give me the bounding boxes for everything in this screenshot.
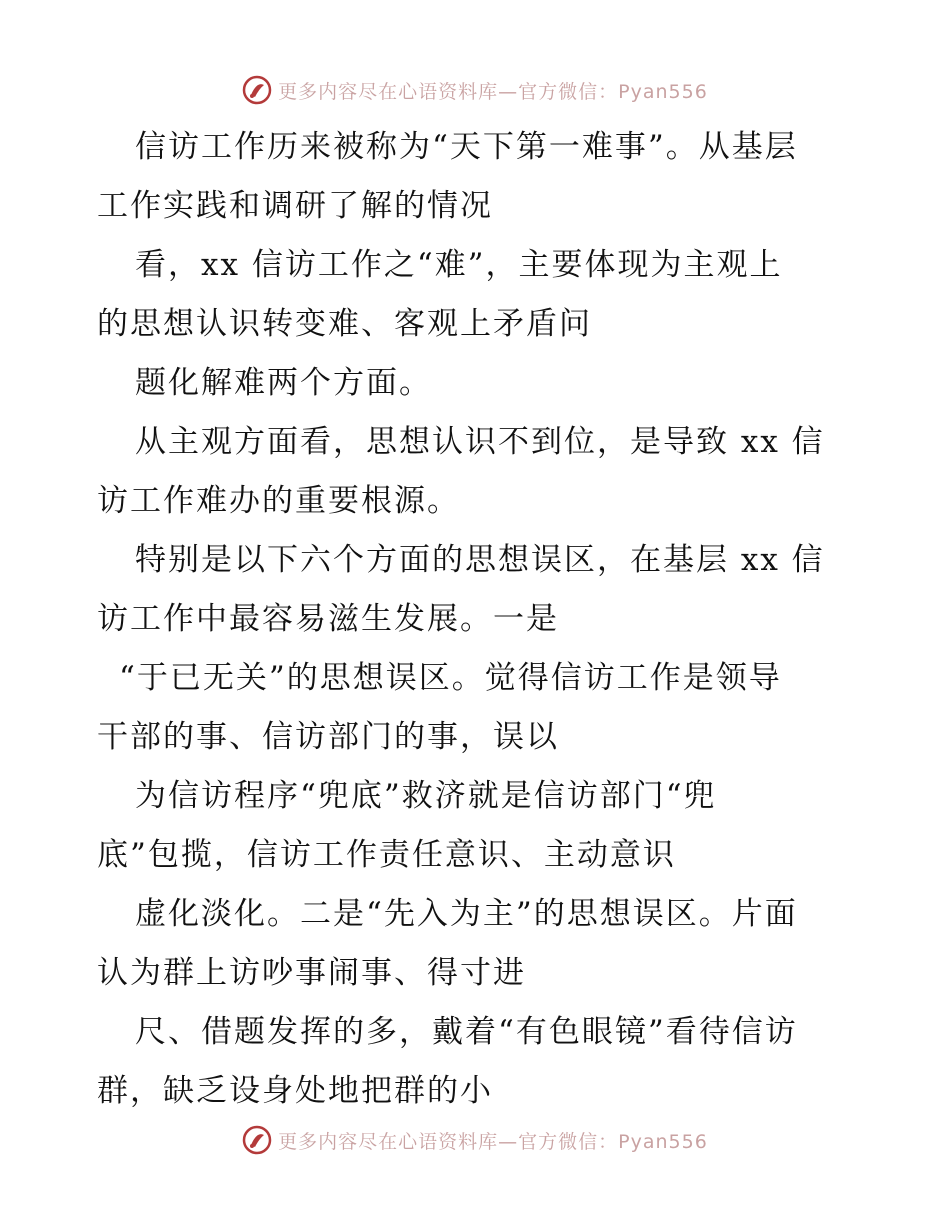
body-line: 看，xx 信访工作之“难”，主要体现为主观上 — [135, 247, 783, 283]
body-line: 底”包揽，信访工作责任意识、主动意识 — [97, 837, 676, 873]
body-line: 尺、借题发挥的多，戴着“有色眼镜”看待信访 — [135, 1014, 798, 1050]
header-banner-text: 更多内容尽在心语资料库—官方微信：Pyan556 — [278, 80, 708, 103]
body-line: 认为群上访吵事闹事、得寸进 — [97, 955, 526, 991]
body-line: 从主观方面看，思想认识不到位，是导致 xx 信 — [135, 424, 825, 460]
body-line: 的思想认识转变难、客观上矛盾问 — [97, 306, 592, 342]
body-line: 特别是以下六个方面的思想误区，在基层 xx 信 — [135, 542, 825, 578]
body-line: 信访工作历来被称为“天下第一难事”。从基层 — [135, 129, 798, 165]
body-line: 虚化淡化。二是“先入为主”的思想误区。片面 — [135, 896, 798, 932]
header-watermark — [0, 70, 950, 110]
body-line: “于已无关”的思想误区。觉得信访工作是领导 — [119, 660, 782, 696]
body-line: 访工作中最容易滋生发展。一是 — [97, 601, 559, 637]
body-line: 群，缺乏设身处地把群的小 — [97, 1073, 493, 1109]
body-line: 为信访程序“兜底”救济就是信访部门“兜 — [135, 778, 717, 814]
body-line: 工作实践和调研了解的情况 — [97, 188, 493, 224]
brand-logo-icon — [242, 1125, 272, 1155]
body-line: 题化解难两个方面。 — [135, 365, 432, 401]
body-line: 访工作难办的重要根源。 — [97, 483, 460, 519]
footer-watermark — [0, 1120, 950, 1160]
footer-banner-text: 更多内容尽在心语资料库—官方微信：Pyan556 — [278, 1130, 708, 1153]
body-line: 干部的事、信访部门的事，误以 — [97, 719, 559, 755]
document-body — [97, 118, 857, 1121]
brand-logo-icon — [242, 75, 272, 105]
